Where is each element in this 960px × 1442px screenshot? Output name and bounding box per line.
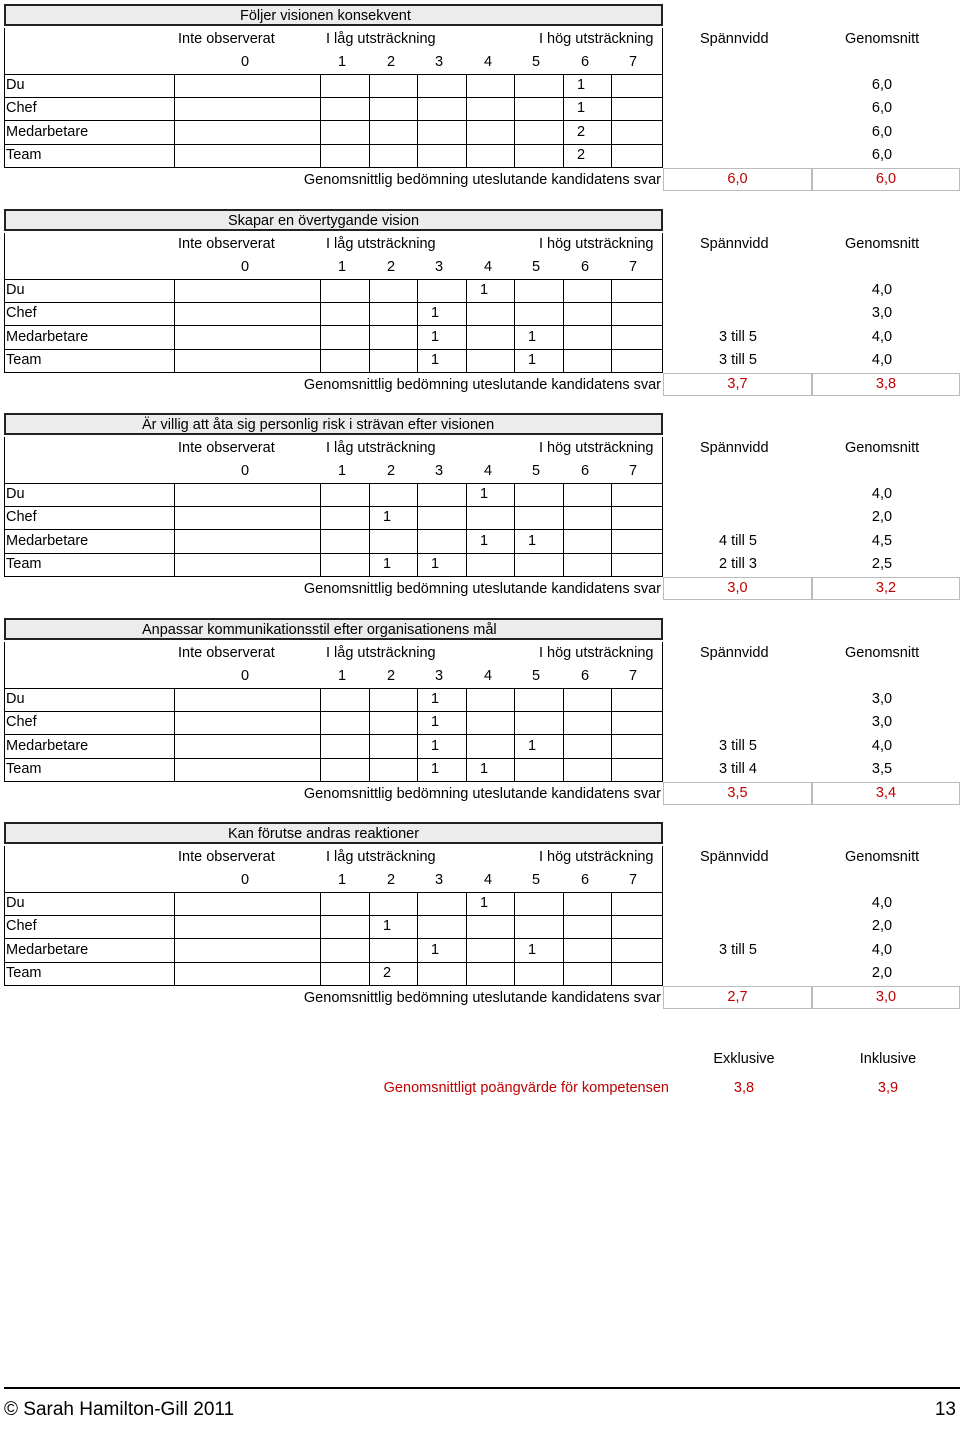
rating-count: 1 [576, 100, 586, 117]
rating-count: 1 [430, 737, 440, 754]
header-lag-utstrackning: I låg utsträckning [326, 645, 436, 661]
summary-genomsnitt: 3,2 [812, 577, 960, 600]
scale-label: 2 [386, 54, 396, 70]
section-title-box [4, 413, 663, 435]
scale-label: 7 [628, 259, 638, 275]
section-title: Följer visionen konsekvent [240, 8, 411, 24]
scale-label: 0 [240, 872, 250, 888]
row-label: Medarbetare [6, 941, 89, 958]
grid-hline [4, 758, 663, 759]
section-title: Anpassar kommunikationsstil efter organisationens mål [142, 622, 497, 638]
header-lag-utstrackning: I låg utsträckning [326, 440, 436, 456]
grid-hline [4, 985, 663, 986]
row-genomsnitt: 3,0 [871, 305, 893, 322]
grid-hline [4, 915, 663, 916]
grid-hline [4, 892, 663, 893]
scale-label: 2 [386, 463, 396, 479]
rating-count: 1 [479, 532, 489, 549]
scale-label: 0 [240, 668, 250, 684]
grid-hline [4, 553, 663, 554]
row-spannvidd: 3 till 5 [719, 941, 757, 958]
row-genomsnitt: 4,0 [871, 351, 893, 368]
row-label: Du [6, 895, 25, 911]
section-title: Är villig att åta sig personlig risk i strävan efter visionen [142, 417, 495, 433]
row-spannvidd: 3 till 5 [719, 328, 757, 345]
scale-label: 5 [531, 54, 541, 70]
section-title-box [4, 822, 663, 844]
grid-hline [4, 120, 663, 121]
rating-count: 1 [479, 486, 489, 502]
summary-label: Genomsnittlig bedömning uteslutande kandidatens svar [303, 377, 661, 393]
row-genomsnitt: 3,5 [871, 760, 893, 777]
summary-genomsnitt: 3,0 [812, 986, 960, 1009]
row-label: Du [6, 282, 25, 298]
grid-hline [4, 711, 663, 712]
row-spannvidd: 3 till 5 [719, 351, 757, 368]
header-spannvidd: Spännvidd [700, 849, 769, 865]
summary-spannvidd: 3,5 [663, 782, 812, 805]
scale-label: 7 [628, 668, 638, 684]
header-hog-utstrackning: I hög utsträckning [539, 440, 654, 456]
rating-count: 1 [430, 691, 440, 707]
row-label: Chef [6, 305, 37, 322]
row-genomsnitt: 2,5 [871, 555, 893, 572]
rating-count: 1 [382, 509, 392, 526]
scale-label: 5 [531, 872, 541, 888]
header-genomsnitt: Genomsnitt [845, 440, 920, 456]
scale-label: 5 [531, 668, 541, 684]
row-label: Team [6, 964, 42, 981]
scale-label: 2 [386, 668, 396, 684]
row-label: Team [6, 760, 42, 777]
row-spannvidd: 4 till 5 [719, 532, 757, 549]
rating-count: 1 [527, 941, 537, 958]
row-label: Medarbetare [6, 532, 89, 549]
overall-inklusive-header: Inklusive [859, 1051, 917, 1067]
rating-count: 1 [479, 760, 489, 777]
header-hog-utstrackning: I hög utsträckning [539, 236, 654, 252]
header-spannvidd: Spännvidd [700, 440, 769, 456]
row-genomsnitt: 4,0 [871, 941, 893, 958]
header-inte-observerat: Inte observerat [178, 440, 275, 456]
rating-count: 2 [382, 964, 392, 981]
header-genomsnitt: Genomsnitt [845, 849, 920, 865]
summary-label: Genomsnittlig bedömning uteslutande kandidatens svar [303, 786, 661, 802]
scale-label: 1 [337, 668, 347, 684]
scale-label: 1 [337, 259, 347, 275]
rating-count: 1 [479, 895, 489, 911]
header-hog-utstrackning: I hög utsträckning [539, 849, 654, 865]
rating-count: 1 [430, 305, 440, 322]
row-genomsnitt: 3,0 [871, 691, 893, 707]
section-title: Kan förutse andras reaktioner [228, 826, 420, 842]
scale-label: 5 [531, 259, 541, 275]
grid-hline [4, 302, 663, 303]
scale-label: 1 [337, 463, 347, 479]
scale-label: 4 [483, 668, 493, 684]
grid-hline [4, 349, 663, 350]
header-inte-observerat: Inte observerat [178, 31, 275, 47]
scale-label: 3 [434, 668, 444, 684]
scale-label: 3 [434, 463, 444, 479]
summary-spannvidd: 6,0 [663, 168, 812, 191]
scale-label: 6 [580, 463, 590, 479]
summary-genomsnitt: 6,0 [812, 168, 960, 191]
grid-hline [4, 144, 663, 145]
row-genomsnitt: 4,0 [871, 737, 893, 754]
grid-hline [4, 688, 663, 689]
header-genomsnitt: Genomsnitt [845, 236, 920, 252]
scale-label: 4 [483, 259, 493, 275]
row-spannvidd: 3 till 5 [719, 737, 757, 754]
summary-spannvidd: 2,7 [663, 986, 812, 1009]
scale-label: 3 [434, 872, 444, 888]
rating-count: 1 [430, 941, 440, 958]
competency-section [4, 618, 960, 810]
grid-hline [4, 325, 663, 326]
header-spannvidd: Spännvidd [700, 31, 769, 47]
rating-count: 1 [527, 328, 537, 345]
grid-hline [4, 734, 663, 735]
scale-label: 0 [240, 54, 250, 70]
scale-label: 4 [483, 463, 493, 479]
scale-label: 7 [628, 463, 638, 479]
scale-label: 1 [337, 54, 347, 70]
rating-count: 1 [382, 555, 392, 572]
summary-spannvidd: 3,7 [663, 373, 812, 396]
row-genomsnitt: 2,0 [871, 509, 893, 526]
row-label: Medarbetare [6, 737, 89, 754]
grid-hline [4, 962, 663, 963]
row-label: Medarbetare [6, 328, 89, 345]
scale-label: 3 [434, 259, 444, 275]
overall-exklusive-value: 3,8 [733, 1080, 755, 1096]
summary-genomsnitt: 3,8 [812, 373, 960, 396]
section-title-box [4, 4, 663, 26]
section-title: Skapar en övertygande vision [228, 213, 420, 229]
row-genomsnitt: 2,0 [871, 918, 893, 935]
rating-count: 1 [382, 918, 392, 935]
grid-hline [4, 97, 663, 98]
footer-divider [4, 1387, 960, 1389]
rating-count: 1 [430, 351, 440, 368]
rating-count: 1 [430, 714, 440, 731]
header-lag-utstrackning: I låg utsträckning [326, 849, 436, 865]
header-inte-observerat: Inte observerat [178, 645, 275, 661]
row-genomsnitt: 4,0 [871, 486, 893, 502]
row-genomsnitt: 4,0 [871, 282, 893, 298]
summary-genomsnitt: 3,4 [812, 782, 960, 805]
header-genomsnitt: Genomsnitt [845, 31, 920, 47]
scale-label: 7 [628, 872, 638, 888]
scale-label: 4 [483, 54, 493, 70]
scale-label: 6 [580, 872, 590, 888]
summary-label: Genomsnittlig bedömning uteslutande kandidatens svar [303, 990, 661, 1006]
scale-label: 3 [434, 54, 444, 70]
row-label: Chef [6, 918, 37, 935]
row-label: Team [6, 351, 42, 368]
row-genomsnitt: 6,0 [871, 100, 893, 117]
grid-hline [4, 74, 663, 75]
rating-count: 1 [430, 555, 440, 572]
row-label: Chef [6, 100, 37, 117]
rating-count: 2 [576, 146, 586, 163]
scale-label: 0 [240, 463, 250, 479]
rating-count: 1 [430, 760, 440, 777]
section-title-box [4, 209, 663, 231]
rating-count: 1 [430, 328, 440, 345]
row-label: Team [6, 146, 42, 163]
row-genomsnitt: 2,0 [871, 964, 893, 981]
rating-count: 1 [479, 282, 489, 298]
scale-label: 1 [337, 872, 347, 888]
row-genomsnitt: 4,0 [871, 895, 893, 911]
rating-count: 1 [527, 737, 537, 754]
overall-inklusive-value: 3,9 [877, 1080, 899, 1096]
header-spannvidd: Spännvidd [700, 645, 769, 661]
row-genomsnitt: 4,0 [871, 328, 893, 345]
grid-hline [4, 529, 663, 530]
header-lag-utstrackning: I låg utsträckning [326, 236, 436, 252]
row-label: Du [6, 486, 25, 502]
row-genomsnitt: 6,0 [871, 146, 893, 163]
scale-label: 6 [580, 54, 590, 70]
row-label: Du [6, 691, 25, 707]
row-label: Du [6, 77, 25, 93]
row-label: Team [6, 555, 42, 572]
competency-section [4, 4, 960, 196]
summary-spannvidd: 3,0 [663, 577, 812, 600]
row-label: Medarbetare [6, 123, 89, 140]
row-spannvidd: 2 till 3 [719, 555, 757, 572]
grid-hline [4, 576, 663, 577]
header-lag-utstrackning: I låg utsträckning [326, 31, 436, 47]
rating-count: 1 [527, 532, 537, 549]
section-title-box [4, 618, 663, 640]
grid-hline [4, 938, 663, 939]
scale-label: 5 [531, 463, 541, 479]
rating-count: 1 [576, 77, 586, 93]
footer-page-number: 13 [934, 1399, 956, 1420]
scale-label: 2 [386, 872, 396, 888]
competency-section [4, 413, 960, 605]
header-inte-observerat: Inte observerat [178, 236, 275, 252]
scale-label: 6 [580, 668, 590, 684]
scale-label: 4 [483, 872, 493, 888]
scale-label: 0 [240, 259, 250, 275]
row-spannvidd: 3 till 4 [719, 760, 757, 777]
grid-hline [4, 781, 663, 782]
rating-count: 2 [576, 123, 586, 140]
grid-hline [4, 483, 663, 484]
competency-section [4, 209, 960, 401]
grid-hline [4, 167, 663, 168]
header-hog-utstrackning: I hög utsträckning [539, 31, 654, 47]
overall-exklusive-header: Exklusive [713, 1051, 775, 1067]
summary-label: Genomsnittlig bedömning uteslutande kandidatens svar [303, 172, 661, 188]
row-label: Chef [6, 714, 37, 731]
grid-hline [4, 506, 663, 507]
row-genomsnitt: 3,0 [871, 714, 893, 731]
grid-hline [4, 279, 663, 280]
header-spannvidd: Spännvidd [700, 236, 769, 252]
header-inte-observerat: Inte observerat [178, 849, 275, 865]
summary-label: Genomsnittlig bedömning uteslutande kandidatens svar [303, 581, 661, 597]
header-genomsnitt: Genomsnitt [845, 645, 920, 661]
competency-section [4, 822, 960, 1014]
footer-copyright: © Sarah Hamilton-Gill 2011 [4, 1399, 235, 1420]
row-label: Chef [6, 509, 37, 526]
row-genomsnitt: 4,5 [871, 532, 893, 549]
scale-label: 7 [628, 54, 638, 70]
scale-label: 6 [580, 259, 590, 275]
row-genomsnitt: 6,0 [871, 123, 893, 140]
overall-label: Genomsnittligt poängvärde för kompetensen [383, 1080, 669, 1096]
scale-label: 2 [386, 259, 396, 275]
header-hog-utstrackning: I hög utsträckning [539, 645, 654, 661]
row-genomsnitt: 6,0 [871, 77, 893, 93]
rating-count: 1 [527, 351, 537, 368]
grid-hline [4, 372, 663, 373]
